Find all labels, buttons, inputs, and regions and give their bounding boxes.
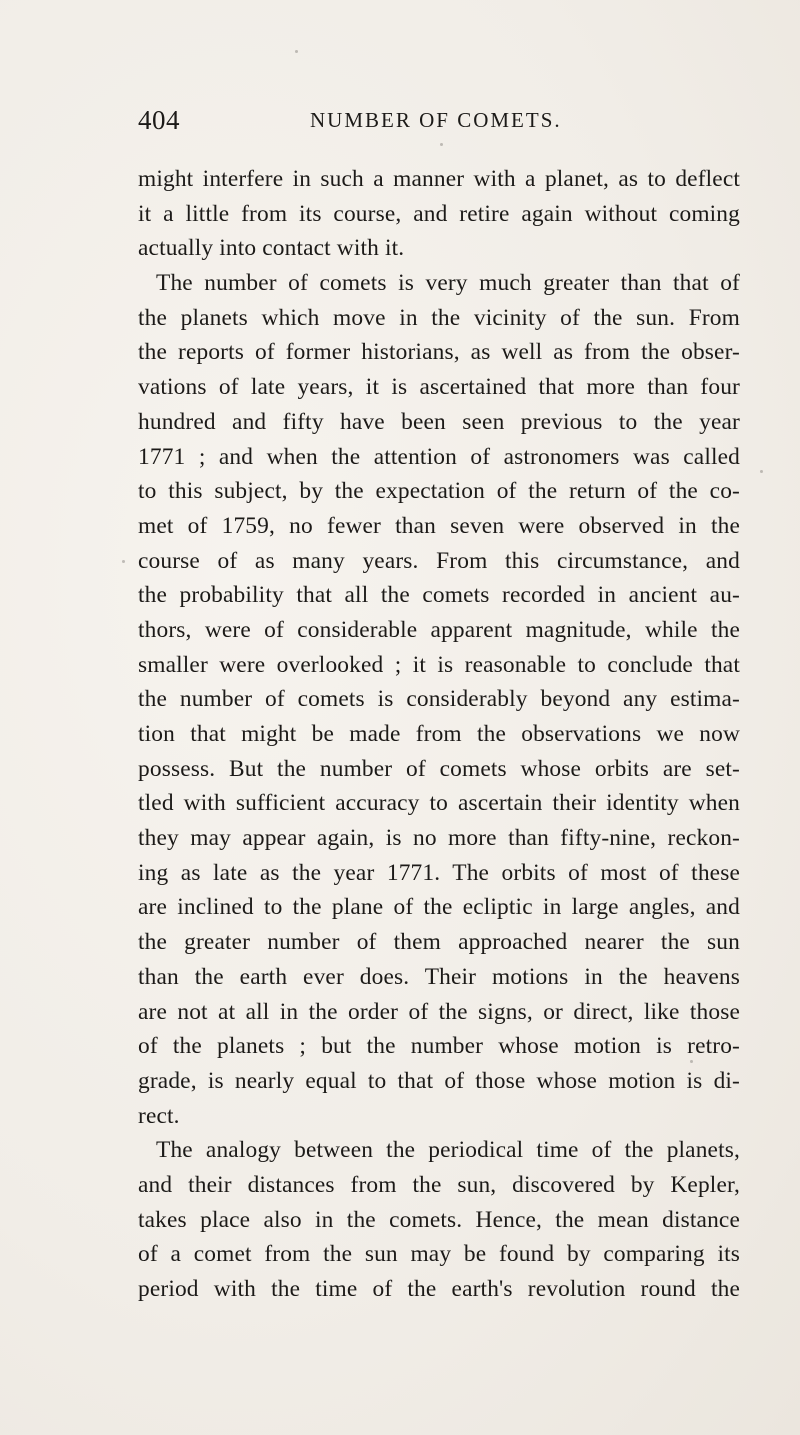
text-line: to this subject, by the expectation of the return of the co- [138,478,740,505]
body-text [138,162,740,1307]
text-line: of the planets ; but the number whose motion is retro- [138,1033,740,1060]
running-head: NUMBER OF COMETS. [310,108,562,132]
text-line: they may appear again, is no more than fifty-nine, reckon- [138,825,740,852]
paper-speck [690,1060,693,1063]
text-line: and their distances from the sun, discovered by Kepler, [138,1171,740,1198]
text-line: thors, were of considerable apparent magnitude, while the [138,616,740,643]
text-line: the probability that all the comets recorded in ancient au- [138,582,740,609]
paper-speck [122,560,125,563]
text-line: possess. But the number of comets whose orbits are set- [138,755,740,782]
text-line: than the earth ever does. Their motions in the heavens [138,963,740,990]
text-line: actually into contact with it. [138,235,405,262]
text-line: tled with sufficient accuracy to ascertain their identity when [138,790,740,817]
paper-speck [440,143,443,146]
text-line: smaller were overlooked ; it is reasonable to conclude that [138,651,740,678]
page-number: 404 [138,105,180,135]
page-header [138,100,678,140]
text-line: vations of late years, it is ascertained that more than four [138,374,740,401]
text-line: tion that might be made from the observations we now [138,721,740,747]
paper-speck [760,470,763,473]
text-line: takes place also in the comets. Hence, the mean distance [138,1206,740,1233]
text-line: might interfere in such a manner with a planet, as to deflect [138,166,740,192]
text-line: it a little from its course, and retire again without coming [138,200,740,227]
text-line: The number of comets is very much greater than that of [156,270,740,297]
text-line: ing as late as the year 1771. The orbits of most of these [138,859,740,886]
text-line: are not at all in the order of the signs, or direct, like those [138,998,740,1025]
text-line: rect. [138,1102,180,1129]
text-line: grade, is nearly equal to that of those whose motion is di- [138,1067,740,1094]
text-line: the number of comets is considerably beyond any estima- [138,686,740,713]
text-line: course of as many years. From this circumstance, and [138,547,740,574]
text-line: period with the time of the earth's revolution round the [138,1276,740,1302]
text-line: The analogy between the periodical time of the planets, [156,1137,740,1164]
text-line: the reports of former historians, as well as from the obser- [138,339,740,366]
text-line: met of 1759, no fewer than seven were observed in the [138,512,740,539]
text-line: of a comet from the sun may be found by comparing its [138,1241,740,1268]
paper-speck [295,50,298,53]
text-line: the planets which move in the vicinity of the sun. From [138,304,740,331]
text-line: are inclined to the plane of the ecliptic in large angles, and [138,894,740,921]
text-line: hundred and fifty have been seen previous to the year [138,408,740,435]
text-line: 1771 ; and when the attention of astronomers was called [138,443,740,470]
text-line: the greater number of them approached nearer the sun [138,929,740,956]
